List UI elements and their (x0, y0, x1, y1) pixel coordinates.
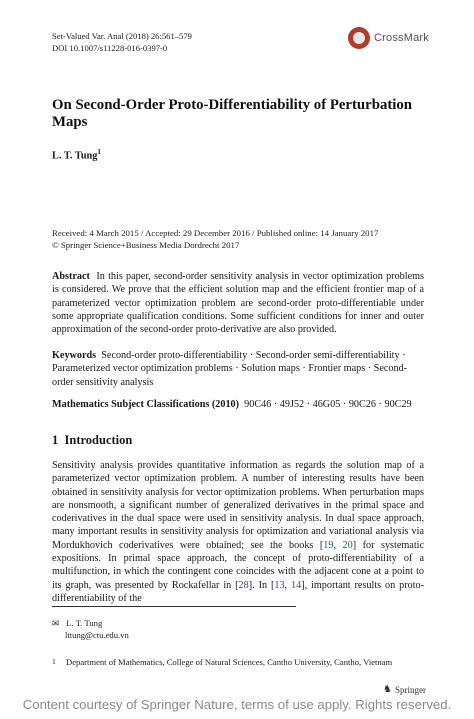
intro-separator: , (284, 579, 291, 591)
section-title: Introduction (64, 433, 133, 447)
crossmark-icon (348, 27, 370, 49)
footnote-divider (52, 606, 296, 607)
keywords-label: Keywords (52, 350, 97, 361)
publisher-name: Springer (394, 684, 426, 695)
doi-line[interactable]: DOI 10.1007/s11228-016-0397-0 (52, 43, 168, 53)
correspondence (52, 618, 129, 641)
citation-link[interactable]: 28 (238, 579, 249, 591)
affiliation (52, 657, 432, 667)
paper-title: On Second-Order Proto-Differentiability of Perturbation Maps (52, 97, 413, 130)
received-line: Received: 4 March 2015 / Accepted: 29 December 2016 / Published online: 14 January 2017 (52, 228, 379, 238)
keywords (52, 349, 424, 389)
msc-codes: 90C46 · 49J52 · 46G05 · 90C26 · 90C29 (244, 399, 412, 410)
abstract-label: Abstract (52, 271, 90, 282)
intro-separator: , (333, 539, 343, 551)
journal-citation (52, 30, 192, 54)
abstract-text: In this paper, second-order sensitivity analysis in vector optimization problems is considered. We prove that the efficient solution map and the efficient frontier map of a parameterized vector optimization problem are second-order proto-differentiable under some appropriate qualification conditions. Some sufficient conditions for inner and outer approximation of the second-order proto-derivative are also provided. (52, 271, 425, 336)
intro-text-2: ] for systematic expositions. In primal space approach, the concept of proto-differentiability of a multifunction, in which the contingent cone coincides with the adjacent cone at a point to its graph, was presented by Rockafellar in [ (52, 539, 424, 591)
publisher-logo (383, 684, 426, 695)
author-line (52, 148, 101, 161)
intro-text-1: Sensitivity analysis provides quantitative information as regards the solution map of a parameterized vector optimization problem. A number of interesting results have been obtained in sensitivity analysis for vector optimization problems. When perturbation maps are nonsmooth, a significant number of generalized derivatives in the primal space and coderivatives in the dual space were used in sensitivity analysis. In dual space approach, many important results in sensitivity analysis for optimization and variational analysis via Mordukhovich coderivatives were obtained; see the books [ (52, 460, 424, 551)
correspondence-email[interactable]: lttung@ctu.edu.vn (65, 629, 129, 640)
keywords-text: Second-order proto-differentiability · Second-order semi-differentiability · Parameterized vector optimization problems · Solution maps · Frontier maps · Second-order sensitivity analysis (52, 350, 408, 388)
citation-link[interactable]: 13 (274, 579, 285, 591)
msc-classification (52, 398, 424, 411)
intro-text-3: ]. In [ (248, 579, 275, 591)
section-heading (52, 433, 132, 448)
crossmark-badge[interactable] (348, 24, 458, 52)
affiliation-text: Department of Mathematics, College of Natural Sciences, Cantho University, Cantho, Vietnam (66, 657, 393, 667)
citation-link[interactable]: 20 (342, 539, 353, 551)
copyright-line: © Springer Science+Business Media Dordrecht 2017 (52, 240, 240, 250)
citation-link[interactable]: 19 (323, 539, 334, 551)
author-affil-mark: 1 (97, 148, 101, 156)
journal-line: Set-Valued Var. Anal (2018) 26:561–579 (52, 31, 192, 41)
courtesy-watermark: Content courtesy of Springer Nature, terms of use apply. Rights reserved. (22, 697, 452, 712)
citation-link[interactable]: 14 (291, 579, 302, 591)
crossmark-label: CrossMark (374, 32, 429, 44)
correspondence-name: L. T. Tung (66, 618, 103, 628)
intro-text-4: ], important results on proto-differentiability of the (52, 579, 425, 604)
publication-dates (52, 227, 378, 251)
affiliation-number: 1 (52, 657, 56, 666)
msc-label: Mathematics Subject Classifications (2010) (52, 399, 240, 410)
envelope-icon: ✉ (52, 618, 60, 628)
author-name: L. T. Tung (52, 150, 98, 162)
section-number: 1 (52, 433, 59, 447)
abstract (52, 270, 424, 336)
introduction-paragraph (52, 459, 424, 605)
springer-horse-icon: ♞ (383, 684, 392, 695)
